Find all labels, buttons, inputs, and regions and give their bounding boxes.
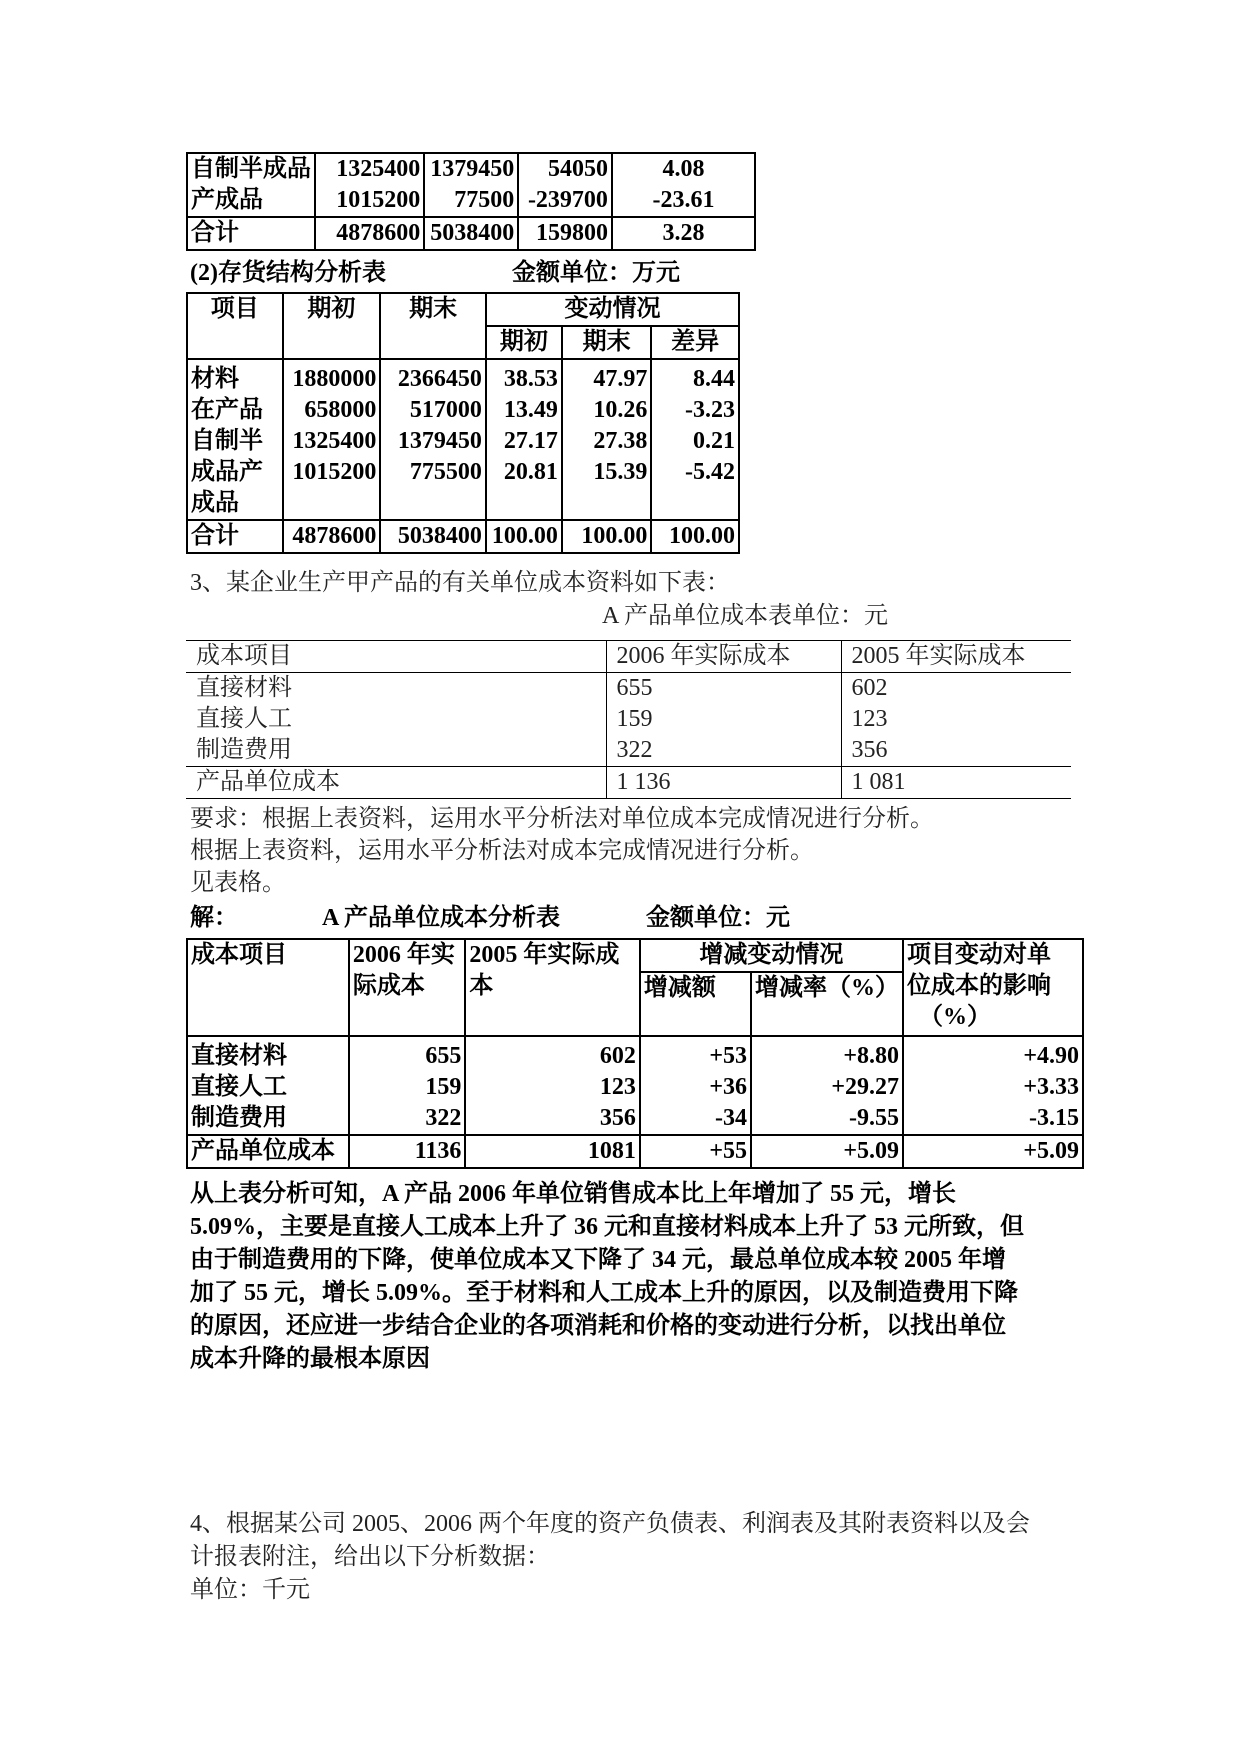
- column-header: 成本项目: [187, 939, 349, 1036]
- table-cell: [651, 488, 739, 520]
- table-cell: 合计: [187, 217, 315, 250]
- table-cell: 655: [349, 1036, 466, 1072]
- header-line: 2006 年实: [352, 942, 455, 968]
- table-cell: +4.90: [903, 1036, 1083, 1072]
- table-cell: 54050: [518, 153, 612, 185]
- header-line: 位成本的影响: [907, 973, 1052, 999]
- table-cell: 1081: [465, 1135, 639, 1168]
- table-cell: 775500: [380, 457, 486, 488]
- column-header: 期初: [486, 326, 562, 359]
- table-cell: 直接人工: [196, 706, 292, 732]
- header-line: 际成本: [352, 973, 425, 999]
- table-cell: 2366450: [380, 359, 486, 395]
- table-cell: 4.08: [612, 153, 755, 185]
- table-cell: 356: [465, 1103, 639, 1135]
- table-cell: -3.15: [903, 1103, 1083, 1135]
- conclusion-line: 的原因，还应进一步结合企业的各项消耗和价格的变动进行分析，以找出单位: [190, 1313, 1006, 1339]
- column-header: 增减额: [640, 972, 751, 1036]
- table-total-row: [187, 520, 739, 553]
- table-cell: 123: [465, 1072, 639, 1103]
- table-cell: 1 136: [606, 767, 841, 799]
- conclusion-line: 由于制造费用的下降，使单位成本又下降了 34 元，最总单位成本较 2005 年增: [190, 1247, 1006, 1273]
- table-cell: 4878600: [283, 520, 381, 553]
- table-cell: 15.39: [562, 457, 652, 488]
- question4-line: 计报表附注，给出以下分析数据：: [190, 1544, 550, 1570]
- cost-analysis-table: [186, 938, 1084, 1169]
- table-cell: 27.17: [486, 426, 562, 457]
- table-cell: 655: [606, 673, 841, 705]
- table-row: [187, 1036, 1083, 1072]
- table-cell: 27.38: [562, 426, 652, 457]
- table-header-row: [187, 293, 739, 326]
- inventory-structure-table: [186, 292, 740, 554]
- conclusion-line: 5.09%，主要是直接人工成本上升了 36 元和直接材料成本上升了 53 元所致，但: [190, 1214, 1024, 1240]
- table-row: [187, 395, 739, 426]
- table-row: [186, 767, 1071, 799]
- table-cell: 159800: [518, 217, 612, 250]
- table-cell: 直接人工: [187, 1072, 349, 1103]
- table-cell: 制造费用: [196, 737, 292, 763]
- question4-line: 4、根据某公司 2005、2006 两个年度的资产负债表、利润表及其附表资料以及会: [190, 1511, 1030, 1537]
- conclusion-line: 从上表分析可知，A 产品 2006 年单位销售成本比上年增加了 55 元，增长: [190, 1181, 957, 1207]
- conclusion-paragraph: [190, 1178, 1070, 1376]
- table-cell: 产成品: [187, 185, 315, 217]
- table-cell: 517000: [380, 395, 486, 426]
- table-cell: 10.26: [562, 395, 652, 426]
- table-row: [187, 1072, 1083, 1103]
- unit-cost-table: [186, 640, 1071, 799]
- table-cell: -9.55: [751, 1103, 903, 1135]
- table-cell: +5.09: [903, 1135, 1083, 1168]
- table-cell: 制造费用: [187, 1103, 349, 1135]
- table-cell: 1325400: [283, 426, 381, 457]
- table-total-row: [187, 217, 755, 250]
- table-row: [187, 359, 739, 395]
- table-cell: 8.44: [651, 359, 739, 395]
- table-cell: 77500: [424, 185, 518, 217]
- column-header: 变动情况: [486, 293, 739, 326]
- table-cell: 1136: [349, 1135, 466, 1168]
- table-cell: 1880000: [283, 359, 381, 395]
- table-header-row: [187, 939, 1083, 972]
- table-cell: 产品单位成本: [187, 1135, 349, 1168]
- table-cell: 1 081: [841, 767, 1071, 799]
- table-row: [187, 1103, 1083, 1135]
- question-intro: 3、某企业生产甲产品的有关单位成本资料如下表：: [190, 570, 730, 596]
- table-cell: 159: [349, 1072, 466, 1103]
- table-cell: 自制半: [187, 426, 283, 457]
- table-cell: +29.27: [751, 1072, 903, 1103]
- table-cell: 356: [841, 735, 1071, 767]
- table-cell: -3.23: [651, 395, 739, 426]
- see-table-text: 见表格。: [190, 870, 286, 896]
- column-header: [903, 939, 1083, 1036]
- table-cell: 322: [606, 735, 841, 767]
- table-cell: [283, 488, 381, 520]
- table-header-row: [186, 641, 1071, 673]
- table-cell: 602: [465, 1036, 639, 1072]
- table-cell: +36: [640, 1072, 751, 1103]
- table-cell: 合计: [187, 520, 283, 553]
- column-header: 期末: [562, 326, 652, 359]
- table-cell: +3.33: [903, 1072, 1083, 1103]
- table-cell: 1379450: [380, 426, 486, 457]
- table-cell: 13.49: [486, 395, 562, 426]
- table-cell: 成品产: [187, 457, 283, 488]
- section-title: (2)存货结构分析表: [190, 260, 386, 286]
- table-cell: 20.81: [486, 457, 562, 488]
- table-total-row: [187, 1135, 1083, 1168]
- table-cell: [562, 488, 652, 520]
- column-header: 项目: [187, 293, 283, 359]
- column-header: 增减率（%）: [751, 972, 903, 1036]
- column-header: 期末: [380, 293, 486, 359]
- table-cell: 5038400: [380, 520, 486, 553]
- table-cell: 100.00: [486, 520, 562, 553]
- table-cell: +53: [640, 1036, 751, 1072]
- table-cell: 4878600: [315, 217, 424, 250]
- table-cell: +5.09: [751, 1135, 903, 1168]
- conclusion-line: 加了 55 元，增长 5.09%。至于材料和人工成本上升的原因，以及制造费用下降: [190, 1280, 1018, 1306]
- table-row: [186, 704, 1071, 735]
- column-header: [349, 939, 466, 1036]
- column-header: 成本项目: [186, 641, 606, 673]
- table-cell: [380, 488, 486, 520]
- restatement-text: 根据上表资料，运用水平分析法对成本完成情况进行分析。: [190, 838, 814, 864]
- inventory-change-table: [186, 152, 756, 251]
- table-cell: 3.28: [612, 217, 755, 250]
- column-header: 增减变动情况: [640, 939, 903, 972]
- requirement-text: 要求：根据上表资料，运用水平分析法对单位成本完成情况进行分析。: [190, 806, 934, 832]
- table-cell: 直接材料: [196, 675, 292, 701]
- table-cell: 产品单位成本: [186, 767, 606, 799]
- table-cell: 123: [841, 704, 1071, 735]
- table-cell: 1015200: [283, 457, 381, 488]
- table-cell: [486, 488, 562, 520]
- table-cell: +55: [640, 1135, 751, 1168]
- table-cell: 38.53: [486, 359, 562, 395]
- header-line: 项目变动对单: [907, 942, 1052, 968]
- header-line: 本: [469, 973, 494, 999]
- unit-label: 金额单位：元: [646, 905, 790, 931]
- table-row: [187, 457, 739, 488]
- table-cell: -34: [640, 1103, 751, 1135]
- table-cell: 直接材料: [187, 1036, 349, 1072]
- table-cell: -239700: [518, 185, 612, 217]
- table-row: [187, 488, 739, 520]
- table-caption: A 产品单位成本表单位：元: [602, 603, 889, 629]
- header-line: 2005 年实际成: [469, 942, 620, 968]
- answer-label: 解：: [190, 905, 238, 931]
- conclusion-line: 成本升降的最根本原因: [190, 1346, 430, 1372]
- table-cell: 1379450: [424, 153, 518, 185]
- table-cell: 602: [841, 673, 1071, 705]
- answer-table-title: A 产品单位成本分析表: [322, 905, 561, 931]
- unit-label: 单位：千元: [190, 1577, 310, 1603]
- table-cell: 1325400: [315, 153, 424, 185]
- table-cell: 322: [349, 1103, 466, 1135]
- column-header: 期初: [283, 293, 381, 359]
- header-line: （%）: [919, 1004, 992, 1030]
- table-row: [186, 673, 1071, 705]
- table-cell: 47.97: [562, 359, 652, 395]
- unit-label: 金额单位：万元: [512, 260, 680, 286]
- column-header: 2005 年实际成本: [841, 641, 1071, 673]
- table-cell: -5.42: [651, 457, 739, 488]
- table-row: [187, 185, 755, 217]
- column-header: [465, 939, 639, 1036]
- column-header: 差异: [651, 326, 739, 359]
- table-cell: 100.00: [562, 520, 652, 553]
- table-cell: 0.21: [651, 426, 739, 457]
- table-cell: 材料: [187, 359, 283, 395]
- table-cell: 成品: [187, 488, 283, 520]
- table-cell: 自制半成品: [187, 153, 315, 185]
- table-cell: 159: [606, 704, 841, 735]
- table-row: [187, 426, 739, 457]
- column-header: 2006 年实际成本: [606, 641, 841, 673]
- table-cell: 1015200: [315, 185, 424, 217]
- table-row: [186, 735, 1071, 767]
- table-cell: 100.00: [651, 520, 739, 553]
- table-cell: 658000: [283, 395, 381, 426]
- table-row: [187, 153, 755, 185]
- table-cell: 5038400: [424, 217, 518, 250]
- table-cell: 在产品: [187, 395, 283, 426]
- table-cell: +8.80: [751, 1036, 903, 1072]
- table-cell: -23.61: [612, 185, 755, 217]
